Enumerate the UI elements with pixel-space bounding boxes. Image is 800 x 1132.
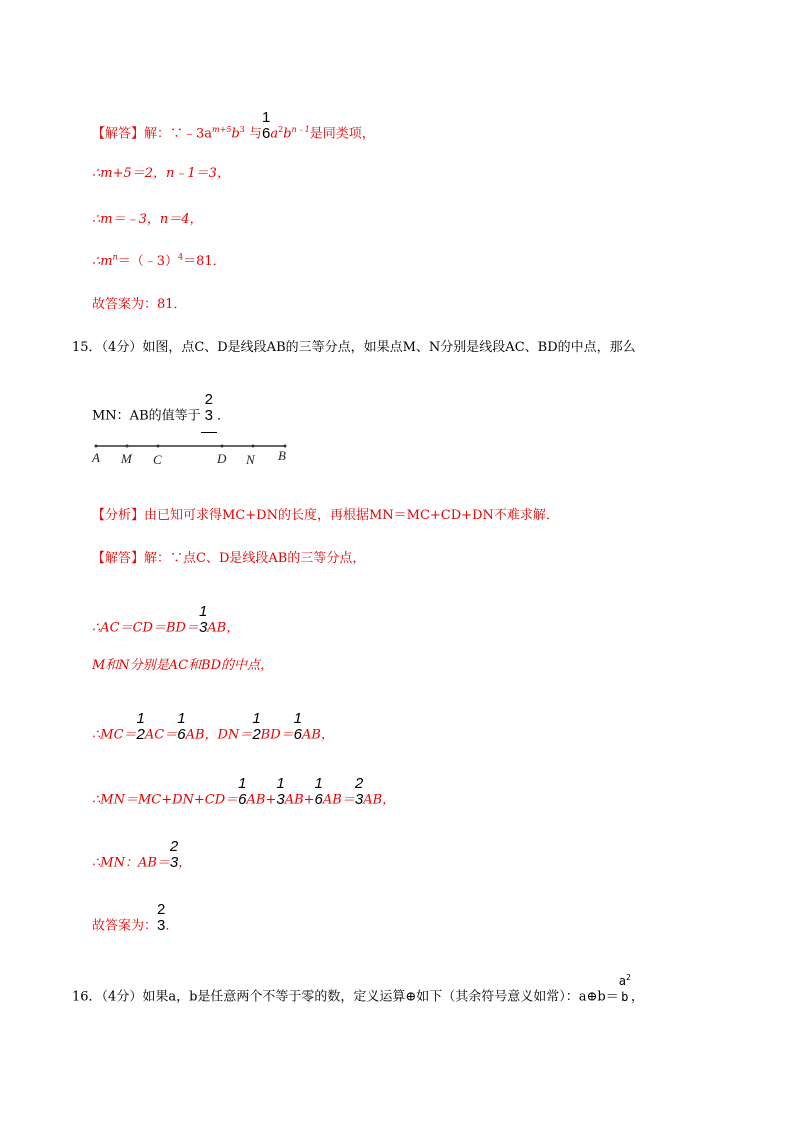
fraction: 2 3: [157, 901, 166, 934]
answer-blank: [201, 391, 217, 433]
fraction-a-squared-over-b: $a^2$ b: [618, 973, 631, 1004]
q14-answer-line-5: 故答案为：81．: [92, 297, 187, 312]
q14-answer-line-2: ∴m+5＝2，n﹣1＝3，: [92, 166, 230, 181]
fraction: 2 3: [354, 775, 364, 808]
q15-answer-line-1: 【解答】解：∵点C、D是线段AB的三等分点，: [92, 551, 366, 566]
fraction: 1 3: [198, 603, 208, 636]
q15-stem-line-1: 15．（4分）如图，点C、D是线段AB的三等分点，如果点M、N分别是线段AC、BD的中点，那么: [72, 340, 636, 355]
label-n: N: [246, 452, 255, 467]
point-m: [126, 445, 129, 448]
q15-answer-line-6: ∴MN：AB＝ 2 3 ，: [92, 838, 192, 871]
label-b: B: [278, 448, 286, 463]
point-c: [157, 445, 160, 448]
analysis-tag: 【分析】: [92, 508, 145, 523]
answer-tag: 【解答】: [92, 551, 145, 566]
label-c: C: [153, 452, 162, 467]
point-a: [95, 445, 98, 448]
q14-answer-line-4: $\therefore m^n=(﹣3)^4=81$．: [92, 252, 226, 269]
fraction-two-thirds: 2 3: [204, 391, 213, 424]
q15-answer-line-3: M和N分别是AC和BD的中点，: [92, 658, 273, 673]
q15-answer-line-5: ∴MN＝MC+DN+CD＝ 1 6 AB+ 1 3 AB+ 1 6 AB＝ 2 3 AB，: [92, 775, 396, 808]
fraction: 1 2: [136, 710, 145, 743]
q14-answer-line-3: ∴m＝﹣3，n＝4，: [92, 212, 203, 227]
fraction: 1 2: [252, 710, 261, 743]
label-a: A: [92, 450, 100, 465]
fraction-one-sixth: 1 6: [262, 109, 271, 142]
fraction: 2 3: [169, 838, 179, 871]
fraction: 1 3: [276, 775, 285, 808]
segment-figure: [92, 443, 295, 469]
fraction: 1 6: [314, 775, 323, 808]
q16-stem: 16．（4分）如果a，b是任意两个不等于零的数，定义运算⊕如下（其余符号意义如常）：a⊕b＝ $a^2$ b ，: [72, 973, 644, 1005]
point-d: [221, 445, 224, 448]
q15-stem-line-2: MN：AB的值等于 2 3 ．: [92, 400, 230, 433]
label-m: M: [121, 451, 132, 466]
q15-analysis: 【分析】由已知可求得MC+DN的长度，再根据MN＝MC+CD+DN不难求解．: [92, 508, 559, 523]
answer-tag: 【解答】: [92, 126, 145, 142]
fraction: 1 6: [177, 710, 186, 743]
fraction: 1 6: [293, 710, 302, 743]
point-n: [252, 445, 255, 448]
q15-answer-line-4: ∴MC＝ 1 2 AC＝ 1 6 AB，DN＝ 1 2 BD＝ 1 6 AB，: [92, 710, 334, 743]
q15-answer-line-7: 故答案为： 2 3 ．: [92, 901, 179, 934]
q14-answer-line-1: 【解答】解：$\because﹣3a^{m+5}b^3$ 与 1 6 $a^2b^{n﹣1}$是同类项，: [92, 109, 375, 142]
fraction: 1 6: [238, 775, 247, 808]
label-d: D: [217, 451, 227, 466]
q15-answer-line-2: ∴AC＝CD＝BD＝ 1 3 AB，: [92, 603, 240, 636]
